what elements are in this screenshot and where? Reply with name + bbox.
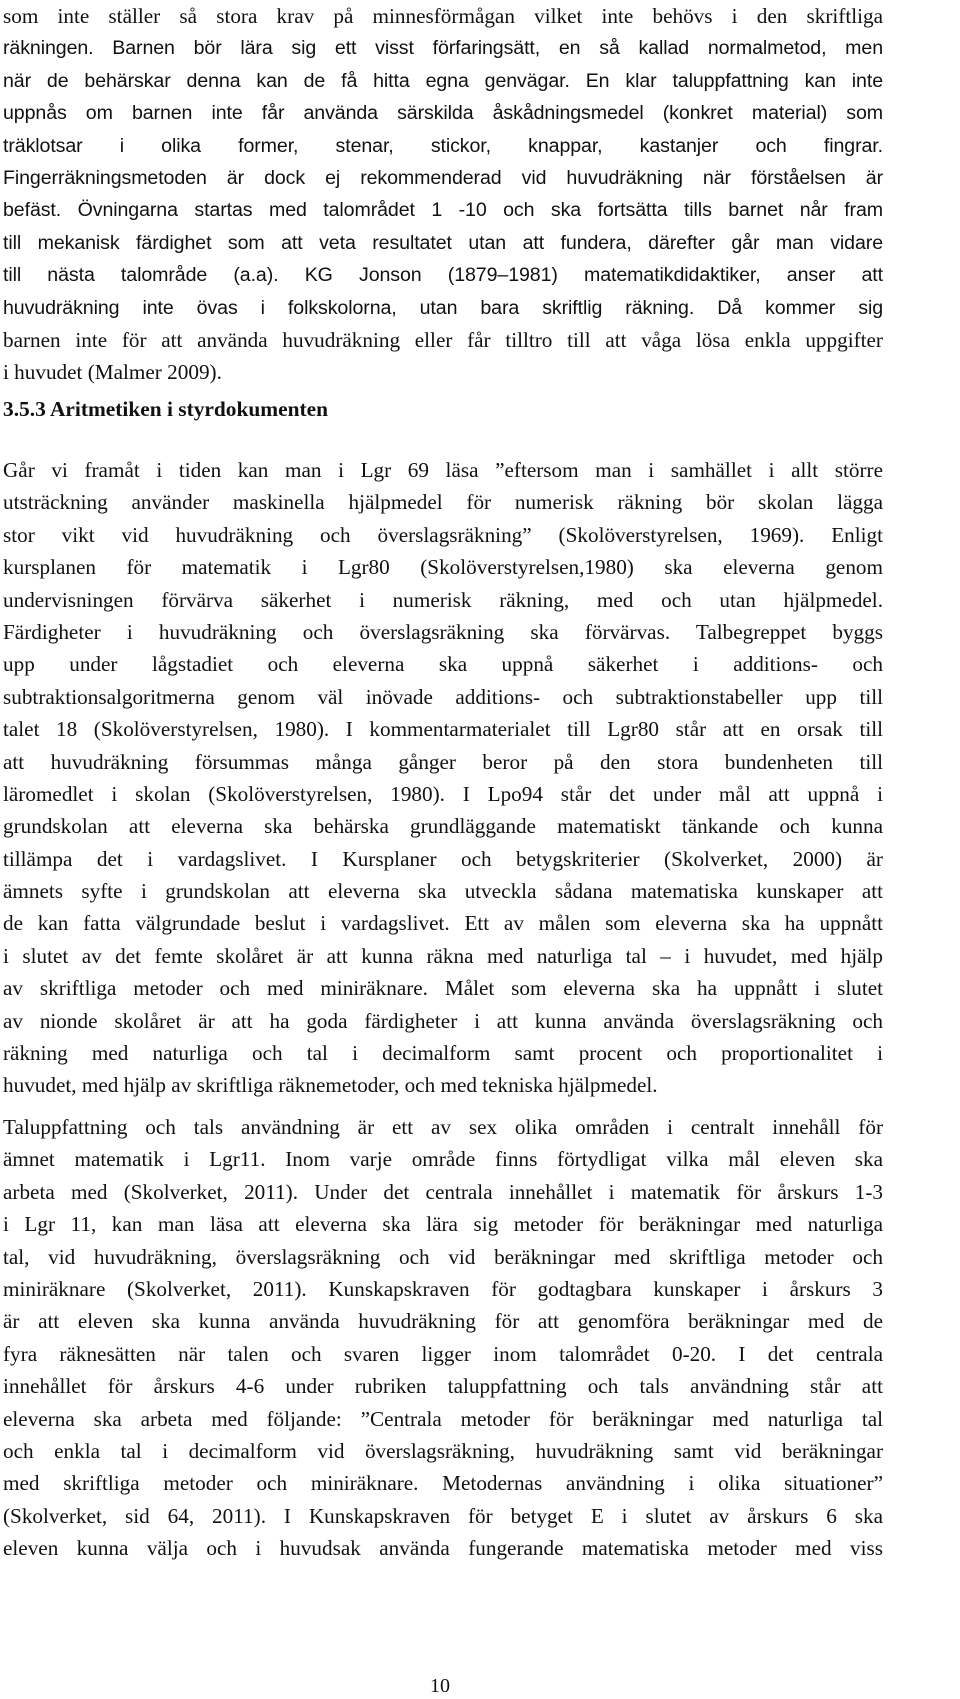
text-line: till nästa talområde (a.a). KG Jonson (1879–1981) matematikdidaktiker, anser att [3,264,883,287]
text-line: räkningen. Barnen bör lära sig ett visst förfaringsätt, en så kallad normalmetod, men [3,37,883,60]
text-line: i slutet av det femte skolåret är att kunna räkna med naturliga tal – i huvudet, med hjälp [3,943,883,968]
page-number: 10 [430,1675,450,1697]
text-line: av nionde skolåret är att ha goda färdigheter i att kunna använda överslagsräkning och [3,1008,883,1033]
text-line: stor vikt vid huvudräkning och överslagsräkning” (Skolöverstyrelsen, 1969). Enligt [3,522,883,547]
text-line: de kan fatta välgrundade beslut i vardagslivet. Ett av målen som eleverna ska ha uppnått [3,911,883,936]
text-line: subtraktionsalgoritmerna genom väl inövade additions- och subtraktionstabeller upp till [3,684,883,709]
text-line: fyra räknesätten när talen och svaren ligger inom talområdet 0-20. I det centrala [3,1341,883,1366]
text-line: och enkla tal i decimalform vid överslagsräkning, huvudräkning samt vid beräkningar [3,1438,883,1463]
text-line: upp under lågstadiet och eleverna ska uppnå säkerhet i additions- och [3,652,883,677]
text-line: läromedlet i skolan (Skolöverstyrelsen, 1980). I Lpo94 står det under mål att uppnå i [3,781,883,806]
text-line: utsträckning använder maskinella hjälpmedel för numerisk räkning bör skolan lägga [3,490,883,515]
text-line: med skriftliga metoder och miniräknare. Metodernas användning i olika situationer” [3,1471,883,1496]
text-line: befäst. Övningarna startas med talområdet 1 -10 och ska fortsätta tills barnet når fram [3,199,883,222]
text-line: uppnås om barnen inte får använda särskilda åskådningsmedel (konkret material) som [3,102,883,125]
text-line: som inte ställer så stora krav på minnesförmågan vilket inte behövs i den skriftliga [3,4,883,28]
text-line: när de behärskar denna kan de få hitta egna genvägar. En klar taluppfattning kan inte [3,69,883,92]
text-line: tillämpa det i vardagslivet. I Kursplaner och betygskriterier (Skolverket, 2000) är [3,846,883,871]
text-line: huvudräkning inte övas i folkskolorna, utan bara skriftlig räkning. Då kommer sig [3,296,883,319]
text-line: ämnets syfte i grundskolan att eleverna ska utveckla sådana matematiska kunskaper att [3,879,883,904]
text-line: arbeta med (Skolverket, 2011). Under det centrala innehållet i matematik för årskurs 1-3 [3,1179,883,1204]
paragraph-middle [3,454,883,1102]
text-line: att huvudräkning försummas många gånger beror på den stora bundenheten till [3,749,883,774]
text-line: barnen inte för att använda huvudräkning eller får tilltro till att våga lösa enkla uppgifter [3,327,883,352]
paragraph-top [3,0,883,389]
text-line: Färdigheter i huvudräkning och överslagsräkning ska förvärvas. Talbegreppet byggs [3,619,883,644]
section-heading: 3.5.3 Aritmetiken i styrdokumenten [3,397,329,421]
text-line: Taluppfattning och tals användning är ett av sex olika områden i centralt innehåll för [3,1115,883,1139]
text-line: är att eleven ska kunna använda huvudräkning för att genomföra beräkningar med de [3,1309,883,1334]
text-line: räkning med naturliga och tal i decimalform samt procent och proportionalitet i [3,1041,883,1066]
text-line: i Lgr 11, kan man läsa att eleverna ska lära sig metoder för beräkningar med naturliga [3,1212,883,1237]
text-line: i huvudet (Malmer 2009). [3,360,222,385]
text-line: ämnet matematik i Lgr11. Inom varje område finns förtydligat vilka mål eleven ska [3,1147,883,1172]
text-line: tal, vid huvudräkning, överslagsräkning och vid beräkningar med skriftliga metoder och [3,1244,883,1269]
text-line: (Skolverket, sid 64, 2011). I Kunskapskraven för betyget E i slutet av årskurs 6 ska [3,1503,883,1528]
paragraph-bottom [3,1111,883,1564]
text-line: innehållet för årskurs 4-6 under rubriken taluppfattning och tals användning står att [3,1374,883,1399]
text-line: talet 18 (Skolöverstyrelsen, 1980). I kommentarmaterialet till Lgr80 står att en orsak till [3,717,883,742]
text-line: eleverna ska arbeta med följande: ”Centrala metoder för beräkningar med naturliga tal [3,1406,883,1431]
text-line: Fingerräkningsmetoden är dock ej rekommenderad vid huvudräkning när förståelsen är [3,166,883,189]
text-line: till mekanisk färdighet som att veta resultatet utan att fundera, därefter går man vidare [3,231,883,254]
text-line: av skriftliga metoder och med miniräknare. Målet som eleverna ska ha uppnått i slutet [3,976,883,1001]
text-line: kursplanen för matematik i Lgr80 (Skolöverstyrelsen,1980) ska eleverna genom [3,555,883,580]
text-line: grundskolan att eleverna ska behärska grundläggande matematiskt tänkande och kunna [3,814,883,839]
text-line: huvudet, med hjälp av skriftliga räknemetoder, och med tekniska hjälpmedel. [3,1073,658,1098]
text-line: träklotsar i olika former, stenar, stickor, knappar, kastanjer och fingrar. [3,134,883,157]
text-line: Går vi framåt i tiden kan man i Lgr 69 läsa ”eftersom man i samhället i allt större [3,458,883,482]
text-line: undervisningen förvärva säkerhet i numerisk räkning, med och utan hjälpmedel. [3,587,883,612]
text-line: eleven kunna välja och i huvudsak använda fungerande matematiska metoder med viss [3,1536,883,1561]
text-line: miniräknare (Skolverket, 2011). Kunskapskraven för godtagbara kunskaper i årskurs 3 [3,1276,883,1301]
